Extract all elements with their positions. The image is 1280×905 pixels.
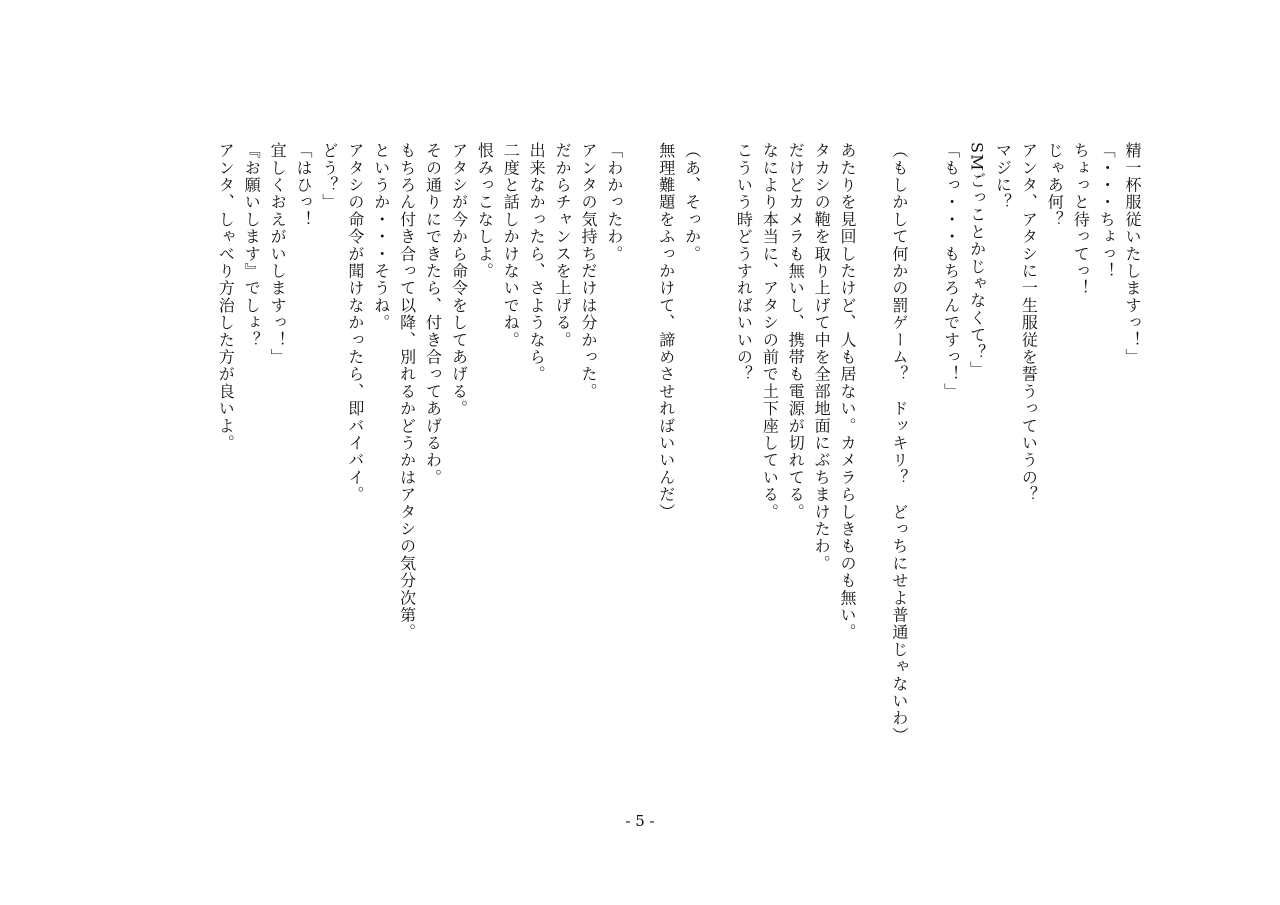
text-line: もちろん付き合って以降、別れるかどうかはアタシの気分次第。 — [397, 142, 417, 641]
text-line: 「もっ・・・もちろんですっ！」 — [941, 142, 961, 400]
text-line: 「・・・ちょっ！ — [1097, 142, 1117, 280]
text-line: 無理難題をふっかけて、諦めさせればいいんだ） — [656, 142, 676, 521]
text-line: アタシの命令が聞けなかったら、即バイバイ。 — [345, 142, 365, 504]
blank-line — [705, 142, 731, 702]
text-line: タカシの鞄を取り上げて中を全部地面にぶちまけたわ。 — [812, 142, 832, 572]
text-line: こういう時どうすればいいの？ — [734, 142, 754, 383]
text-line: なにより本当に、アタシの前で土下座している。 — [760, 142, 780, 521]
text-line: だけどカメラも無いし、携帯も電源が切れてる。 — [786, 142, 806, 521]
text-line: だからチャンスを上げる。 — [553, 142, 573, 349]
text-line: 精一杯服従いたしますっ！」 — [1123, 142, 1142, 366]
text-line: じゃあ何？ — [1045, 142, 1065, 228]
text-line: 恨みっこなしよ。 — [475, 142, 495, 280]
text-line: どう？」 — [319, 142, 339, 211]
text-line: 『お願いします』でしょ？ — [242, 142, 262, 349]
text-line: アンタ、しゃべり方治した方が良いよ。 — [216, 142, 236, 452]
text-line: アンタの気持ちだけは分かった。 — [578, 142, 598, 400]
vertical-text-body — [212, 142, 1145, 744]
blank-line — [860, 142, 886, 702]
text-line: アタシが今から命令をしてあげる。 — [449, 142, 469, 418]
text-line: ちょっと待ってっ！ — [1071, 142, 1091, 297]
text-line: 二度と話しかけないでね。 — [501, 142, 521, 349]
text-line: 宜しくおえがいしますっ！」 — [268, 142, 288, 366]
text-line: （あ、そっか。 — [682, 142, 702, 263]
text-line: マジに？ — [993, 142, 1013, 211]
page-number: - 5 - — [625, 812, 655, 830]
text-line: 出来なかったら、さようなら。 — [527, 142, 547, 383]
text-line: （もしかして何かの罰ゲーム？ ドッキリ？ どっちにせよ普通じゃないわ） — [889, 142, 909, 744]
text-line: あたりを見回したけど、人も居ない。カメラらしきものも無い。 — [838, 142, 858, 641]
blank-line — [912, 142, 938, 702]
text-line: SMごっことかじゃなくて？」 — [967, 142, 987, 379]
text-line: その通りにできたら、付き合ってあげるわ。 — [423, 142, 443, 486]
text-line: アンタ、アタシに一生服従を誓うっていうの？ — [1019, 142, 1039, 504]
text-line: 「わかったわ。 — [604, 142, 624, 263]
text-line: というか・・・そうね。 — [371, 142, 391, 332]
blank-line — [627, 142, 653, 702]
text-line: 「はひっ！ — [294, 142, 313, 228]
